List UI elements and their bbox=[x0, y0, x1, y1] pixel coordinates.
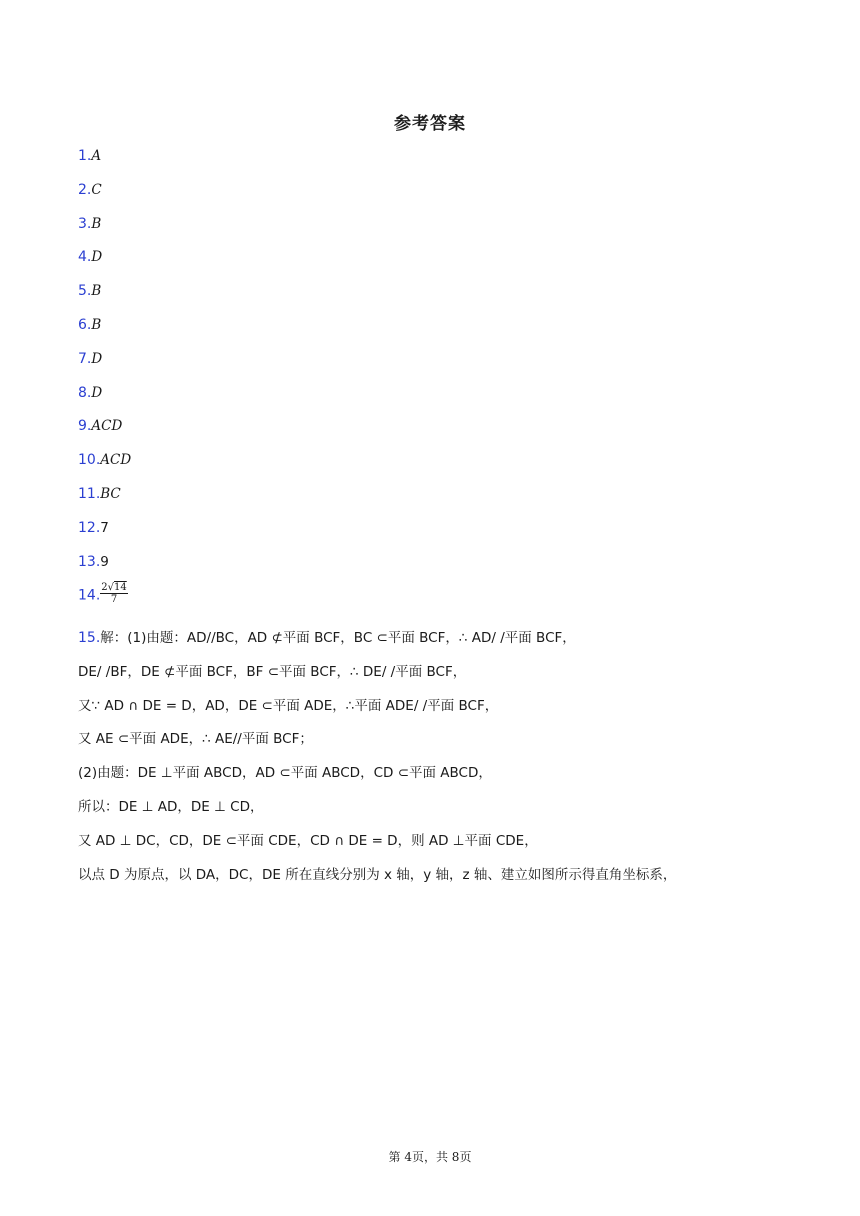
answer-number: 1. bbox=[78, 148, 92, 164]
answer-row bbox=[78, 551, 131, 585]
solution-text: 又∵ AD ∩ DE = D，AD，DE ⊂平面 ADE，∴平面 ADE/ /平面 BCF， bbox=[78, 697, 499, 714]
answer-number: 14. bbox=[78, 587, 101, 604]
solution-text: (2)由题：DE ⊥平面 ABCD，AD ⊂平面 ABCD，CD ⊂平面 ABCD， bbox=[78, 765, 492, 782]
answer-number: 10. bbox=[78, 452, 101, 469]
answer-value: 7 bbox=[100, 519, 109, 536]
solution-text: 解：(1)由题：AD//BC，AD ⊄平面 BCF，BC ⊂平面 BCF，∴ AD/ /平面 BCF， bbox=[100, 630, 576, 646]
solution-line bbox=[78, 694, 798, 728]
answer-row bbox=[78, 145, 131, 179]
answer-number: 15. bbox=[78, 630, 101, 646]
answer-value: BC bbox=[100, 485, 121, 502]
page-title: 参考答案 bbox=[394, 114, 466, 134]
answer-number: 12. bbox=[78, 519, 101, 536]
solution-line bbox=[78, 727, 798, 761]
answer-row bbox=[78, 348, 131, 382]
answer-value: D bbox=[91, 384, 103, 401]
answer-number: 3. bbox=[78, 215, 92, 232]
answer-value: A bbox=[91, 148, 102, 164]
answer-row bbox=[78, 280, 131, 314]
answer-number: 2. bbox=[78, 181, 92, 198]
answer-number: 5. bbox=[78, 283, 92, 300]
answer-value: D bbox=[91, 350, 103, 367]
answer-value: B bbox=[91, 316, 102, 333]
answer-value: ACD bbox=[91, 418, 123, 435]
solution-text: 又 AD ⊥ DC，CD，DE ⊂平面 CDE，CD ∩ DE = D，则 AD ⊥平面 CDE， bbox=[78, 832, 538, 849]
solution-line bbox=[78, 863, 798, 897]
fraction-numerator: 2√14 bbox=[101, 582, 127, 593]
solution-text: 又 AE ⊂平面 ADE，∴ AE//平面 BCF； bbox=[78, 731, 313, 748]
fraction-denominator: 7 bbox=[110, 594, 118, 605]
solution-line bbox=[78, 795, 798, 829]
answer-row-14 bbox=[78, 584, 128, 620]
answer-row bbox=[78, 517, 131, 551]
answer-number: 4. bbox=[78, 249, 92, 266]
solution-text: 以点 D 为原点，以 DA，DC，DE 所在直线分别为 x 轴，y 轴，z 轴、建立如图所示得直角坐标系， bbox=[78, 866, 677, 883]
answer-number: 9. bbox=[78, 418, 92, 435]
answer-list bbox=[78, 145, 131, 584]
answer-value: B bbox=[91, 215, 102, 232]
answer-number: 7. bbox=[78, 350, 92, 367]
page-footer: 第 4页，共 8页 bbox=[388, 1150, 472, 1164]
numerator-radicand: 14 bbox=[114, 582, 127, 593]
solution-15 bbox=[78, 626, 798, 896]
answer-row bbox=[78, 382, 131, 416]
solution-line bbox=[78, 660, 798, 694]
answer-row bbox=[78, 213, 131, 247]
answer-number: 8. bbox=[78, 384, 92, 401]
answer-value: 9 bbox=[100, 553, 109, 570]
answer-value: C bbox=[91, 181, 102, 198]
answer-value: D bbox=[91, 249, 103, 266]
answer-number: 13. bbox=[78, 553, 101, 570]
answer-row bbox=[78, 314, 131, 348]
answer-number: 11. bbox=[78, 485, 101, 502]
numerator-coefficient: 2 bbox=[101, 582, 108, 593]
answer-row bbox=[78, 179, 131, 213]
solution-line bbox=[78, 626, 798, 660]
answer-value: ACD bbox=[100, 452, 132, 469]
answer-value: B bbox=[91, 283, 102, 300]
solution-line bbox=[78, 761, 798, 795]
solution-text: DE/ /BF，DE ⊄平面 BCF，BF ⊂平面 BCF，∴ DE/ /平面 BCF， bbox=[78, 663, 467, 680]
fraction-answer bbox=[100, 582, 127, 605]
answer-row bbox=[78, 449, 131, 483]
solution-text: 所以：DE ⊥ AD，DE ⊥ CD， bbox=[78, 798, 264, 815]
answer-row bbox=[78, 483, 131, 517]
answer-row bbox=[78, 415, 131, 449]
answer-number: 6. bbox=[78, 316, 92, 333]
solution-line bbox=[78, 829, 798, 863]
answer-row bbox=[78, 246, 131, 280]
